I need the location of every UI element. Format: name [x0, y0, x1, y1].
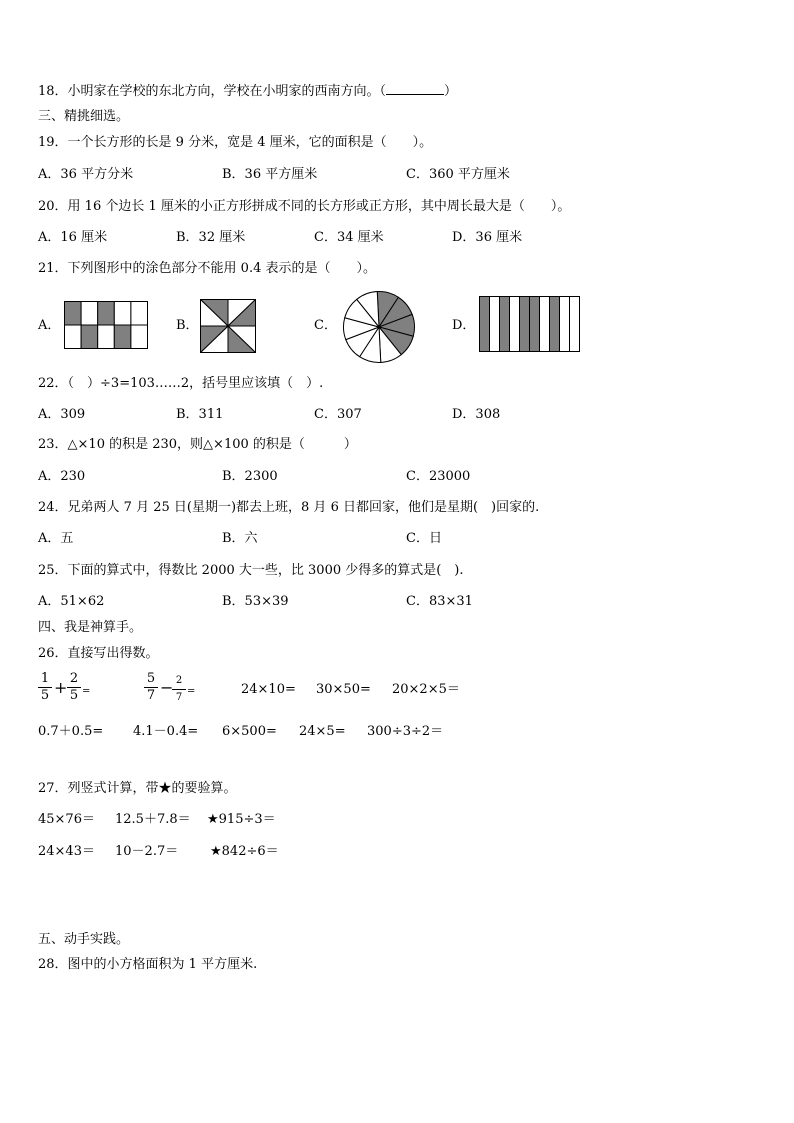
- q21-label-a[interactable]: A．: [38, 318, 61, 333]
- calc-30x50[interactable]: 30×50=: [316, 682, 371, 697]
- calc-0.7+0.5[interactable]: 0.7＋0.5=: [38, 724, 104, 739]
- calc-24x5[interactable]: 24×5=: [299, 724, 346, 739]
- answer-blank[interactable]: [386, 82, 444, 95]
- q23-option-b[interactable]: B．2300: [222, 469, 278, 484]
- q23-option-c[interactable]: C．23000: [406, 469, 471, 484]
- q24-option-b[interactable]: B．六: [222, 531, 258, 546]
- q24-option-a[interactable]: A．五: [38, 531, 74, 546]
- q21-label-b[interactable]: B．: [176, 318, 199, 333]
- q19-option-a[interactable]: A．36 平方分米: [38, 167, 134, 182]
- calc-20x2x5[interactable]: 20×2×5＝: [392, 682, 460, 697]
- numerator: 2: [175, 675, 183, 686]
- grid-cell: [65, 325, 82, 349]
- circle-sectors: [344, 291, 415, 362]
- calc-915/3[interactable]: ★915÷3＝: [207, 812, 276, 827]
- q21-label-c[interactable]: C．: [314, 318, 337, 333]
- figure-c-circle[interactable]: [342, 290, 416, 364]
- denominator: 5: [40, 688, 50, 703]
- q25-option-b[interactable]: B．53×39: [222, 594, 289, 609]
- question-27-stem: 27．列竖式计算，带★的要验算。: [38, 781, 237, 796]
- question-20-stem: 20．用 16 个边长 1 厘米的小正方形拼成不同的长方形或正方形，其中周长最大是（ ）。: [38, 199, 571, 214]
- question-24-stem: 24．兄弟两人 7 月 25 日(星期一)都去上班，8 月 6 日都回家，他们是星期( )回家的.: [38, 500, 540, 515]
- calc-6x500[interactable]: 6×500=: [222, 724, 277, 739]
- fraction-bar: [172, 689, 186, 690]
- section-4-heading: 四、我是神算手。: [38, 620, 143, 635]
- section-3-heading: 三、精挑细选。: [38, 109, 130, 124]
- q19-option-c[interactable]: C．360 平方厘米: [406, 167, 510, 182]
- q20-option-a[interactable]: A．16 厘米: [38, 230, 108, 245]
- strip: [560, 297, 570, 352]
- grid-cell: [114, 325, 131, 349]
- numerator: 5: [146, 671, 156, 686]
- calc-24x43[interactable]: 24×43＝: [38, 844, 95, 859]
- question-26-stem: 26．直接写出得数。: [38, 646, 159, 661]
- q21-label-d[interactable]: D．: [452, 318, 476, 333]
- figure-b-square[interactable]: [200, 299, 256, 353]
- grid-cell: [114, 302, 131, 326]
- equals-sign[interactable]: =: [82, 686, 91, 697]
- grid-cell: [81, 302, 98, 326]
- q19-option-b[interactable]: B．36 平方厘米: [222, 167, 318, 182]
- calc-45x76[interactable]: 45×76＝: [38, 812, 95, 827]
- strip: [500, 297, 510, 352]
- fraction-2-5: [67, 672, 81, 703]
- calc-12.5+7.8[interactable]: 12.5＋7.8＝: [115, 812, 191, 827]
- calc-24x10[interactable]: 24×10=: [241, 682, 296, 697]
- question-18-close: ）: [444, 84, 458, 99]
- q22-option-c[interactable]: C．307: [314, 407, 362, 422]
- calc-4.1-0.4[interactable]: 4.1－0.4=: [133, 724, 199, 739]
- q20-option-c[interactable]: C．34 厘米: [314, 230, 384, 245]
- strip: [540, 297, 550, 352]
- question-23-stem: 23．△×10 的积是 230，则△×100 的积是（ ）: [38, 437, 357, 452]
- calc-842/6[interactable]: ★842÷6＝: [210, 844, 279, 859]
- section-5-heading: 五、动手实践。: [38, 932, 130, 947]
- grid-cell: [98, 302, 115, 326]
- q22-option-b[interactable]: B．311: [176, 407, 224, 422]
- q23-option-a[interactable]: A．230: [38, 469, 86, 484]
- denominator: 5: [69, 688, 79, 703]
- strip: [550, 297, 560, 352]
- grid-cell: [65, 302, 82, 326]
- fraction-1-5: [38, 672, 52, 703]
- calc-10-2.7[interactable]: 10－2.7＝: [115, 844, 179, 859]
- q25-option-a[interactable]: A．51×62: [38, 594, 105, 609]
- fraction-5-7: [144, 672, 158, 703]
- equals-sign[interactable]: =: [187, 686, 196, 697]
- strip: [520, 297, 530, 352]
- question-22-stem: 22．（ ）÷3=103……2，括号里应该填（ ）.: [38, 376, 324, 391]
- q22-option-d[interactable]: D．308: [452, 407, 501, 422]
- denominator: 7: [146, 688, 156, 703]
- strip: [530, 297, 540, 352]
- grid-cell: [98, 325, 115, 349]
- grid-cell: [131, 302, 148, 326]
- denominator: 7: [175, 692, 183, 703]
- q20-option-b[interactable]: B．32 厘米: [176, 230, 246, 245]
- q22-option-a[interactable]: A．309: [38, 407, 86, 422]
- figure-d-strips[interactable]: [479, 296, 580, 352]
- strip: [490, 297, 500, 352]
- minus-sign: −: [160, 678, 174, 697]
- numerator: 1: [40, 671, 50, 686]
- question-28-stem: 28．图中的小方格面积为 1 平方厘米.: [38, 957, 258, 972]
- q25-option-c[interactable]: C．83×31: [406, 594, 473, 609]
- q20-option-d[interactable]: D．36 厘米: [452, 230, 523, 245]
- strip: [570, 297, 580, 352]
- vertical-strips: [480, 297, 580, 352]
- strip: [510, 297, 520, 352]
- question-18-text: 18．小明家在学校的东北方向，学校在小明家的西南方向。（: [38, 84, 387, 99]
- grid-cell: [131, 325, 148, 349]
- question-25-stem: 25．下面的算式中，得数比 2000 大一些，比 3000 少得多的算式是( ).: [38, 563, 464, 578]
- figure-a-grid[interactable]: [64, 301, 148, 349]
- plus-sign: +: [54, 678, 68, 697]
- question-21-stem: 21．下列图形中的涂色部分不能用 0.4 表示的是（ ）。: [38, 261, 376, 276]
- fraction-2-7: [172, 674, 186, 705]
- question-18: [38, 82, 457, 101]
- numerator: 2: [69, 671, 79, 686]
- calc-300/3/2[interactable]: 300÷3÷2＝: [367, 724, 444, 739]
- question-19-stem: 19．一个长方形的长是 9 分米，宽是 4 厘米，它的面积是（ ）。: [38, 135, 433, 150]
- q24-option-c[interactable]: C．日: [406, 531, 442, 546]
- grid-cell: [81, 325, 98, 349]
- strip: [480, 297, 490, 352]
